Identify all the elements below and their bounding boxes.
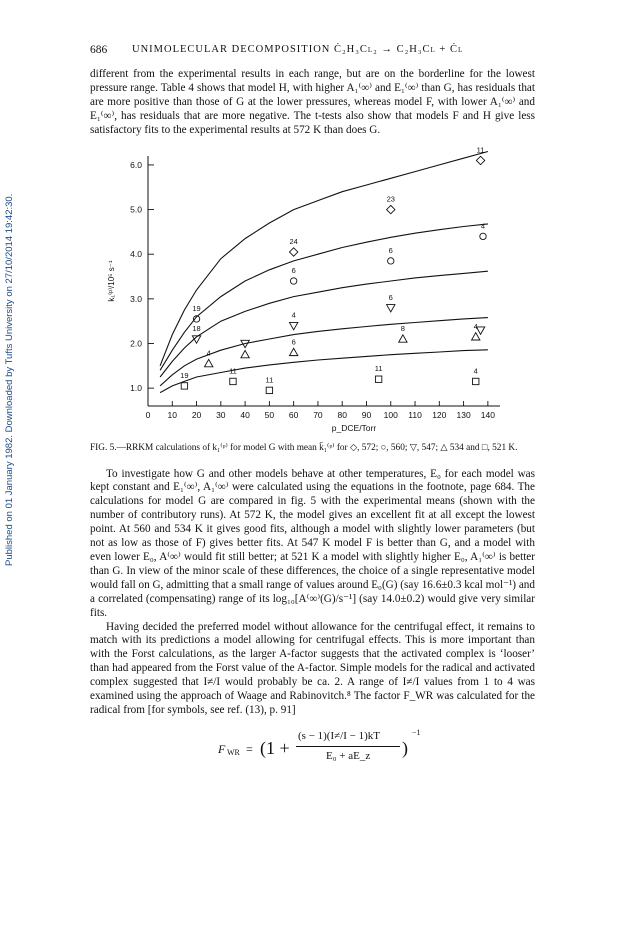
y-tick-label: 4.0 bbox=[130, 248, 142, 259]
x-tick-label: 40 bbox=[240, 409, 250, 420]
data-point bbox=[204, 359, 212, 366]
point-label: 18 bbox=[192, 323, 201, 333]
data-point bbox=[181, 382, 187, 388]
data-point bbox=[472, 332, 480, 339]
paragraph-intro: different from the experimental results in each range, but are on the borderline for the lowest pressure range. Table 4 shows that model H, with higher A₁⁽∞⁾ and E₁⁽∞⁾ than G, has residuals that are more positive than those of G at the lower pressures, whereas model F, with lower A₁⁽∞⁾ and E₁⁽∞⁾, has residuals that are more negative. The t-tests also show that models F and H give less satisfactory fits to the experimental results at 572 K than does G. bbox=[90, 68, 535, 136]
y-tick-label: 6.0 bbox=[130, 159, 142, 170]
x-tick-label: 70 bbox=[313, 409, 323, 420]
equation-fwr bbox=[90, 724, 535, 776]
series-line bbox=[160, 151, 488, 365]
data-point bbox=[289, 348, 297, 355]
y-tick-label: 2.0 bbox=[130, 338, 142, 349]
point-label: 11 bbox=[265, 374, 274, 384]
rrkm-chart bbox=[90, 144, 535, 440]
y-tick-label: 1.0 bbox=[130, 382, 142, 393]
data-point bbox=[480, 233, 486, 239]
data-point bbox=[387, 304, 395, 311]
point-label: 4 bbox=[206, 348, 211, 358]
data-point bbox=[476, 156, 484, 164]
data-point bbox=[387, 205, 395, 213]
formula-exponent: −1 bbox=[412, 727, 421, 737]
point-label: 6 bbox=[388, 245, 393, 255]
point-label: 4 bbox=[480, 220, 486, 230]
x-tick-label: 20 bbox=[191, 409, 202, 420]
data-point bbox=[230, 378, 236, 384]
x-axis-label: p_DCE/Torr bbox=[331, 422, 377, 433]
formula-open: (1 + bbox=[260, 737, 290, 758]
y-axis-label: k₁⁽ᵖ⁾/10⁵ s⁻¹ bbox=[107, 259, 116, 302]
point-label: 4 bbox=[473, 321, 478, 331]
x-tick-label: 120 bbox=[432, 409, 447, 420]
data-point bbox=[388, 257, 394, 263]
x-tick-label: 90 bbox=[361, 409, 372, 420]
y-tick-label: 3.0 bbox=[130, 293, 142, 304]
formula-denominator: E₀ + aE_z bbox=[326, 749, 371, 762]
formula-equals: = bbox=[246, 741, 253, 756]
point-label: 11 bbox=[374, 363, 383, 373]
point-label: 8 bbox=[400, 323, 405, 333]
data-point bbox=[375, 376, 381, 382]
data-point bbox=[399, 334, 407, 341]
data-point bbox=[473, 378, 479, 384]
figure-5 bbox=[90, 144, 535, 440]
x-tick-label: 50 bbox=[264, 409, 275, 420]
x-tick-label: 60 bbox=[288, 409, 299, 420]
figure-caption: FIG. 5.—RRKM calculations of k₁⁽ᵖ⁾ for model G with mean k̄₁⁽ᵖ⁾ for ◇, 572; ○, 560; ▽, 547; △ 534 and □, 521 K. bbox=[90, 442, 518, 453]
formula-numerator: (s − 1)(I≠/I − 1)kT bbox=[298, 729, 380, 742]
data-point bbox=[290, 277, 296, 283]
data-point bbox=[289, 247, 297, 255]
point-label: 11 bbox=[229, 365, 237, 375]
formula-lhs-subscript: WR bbox=[227, 747, 240, 757]
x-tick-label: 80 bbox=[337, 409, 347, 420]
point-label: 6 bbox=[291, 265, 296, 275]
formula-lhs: F bbox=[218, 741, 226, 756]
x-tick-label: 130 bbox=[456, 409, 471, 420]
point-label: 6 bbox=[291, 336, 296, 346]
x-tick-label: 100 bbox=[383, 409, 398, 420]
download-watermark: Published on 01 January 1982. Downloaded by Tufts University on 27/10/2014 19:42:30. bbox=[4, 193, 15, 567]
paragraph-centrifugal: Having decided the preferred model without allowance for the centrifugal effect, it remains to match with its predictions a model allowing for centrifugal effects. This is more important than with the Forst calculations, as the larger A-factor suggests that the activated complex is ‘looser’ than had appeared from the Forst value of the A-factor. Simple models for the radical and activated complex suggested that I≠/I would probably be ca. 2. A range of I≠/I values from 1 to 4 was examined using the approach of Waage and Rabinovitch.⁸ The factor F_WR was calculated for the radical from [for symbols, see ref. (13), p. 91] bbox=[90, 620, 535, 716]
point-label: 23 bbox=[386, 194, 395, 204]
x-tick-label: 10 bbox=[167, 409, 178, 420]
point-label: 4 bbox=[291, 310, 296, 320]
data-point bbox=[266, 387, 272, 393]
page-header bbox=[90, 44, 535, 66]
page-number: 686 bbox=[90, 44, 108, 56]
point-label: 19 bbox=[192, 303, 201, 313]
point-label: 4 bbox=[473, 365, 478, 375]
point-label: 11 bbox=[476, 144, 485, 154]
point-label: 6 bbox=[388, 292, 393, 302]
running-title: UNIMOLECULAR DECOMPOSITION Ċ₂H₃Cl₂ → C₂H₃Cl + Ċl bbox=[132, 44, 464, 55]
data-point bbox=[241, 350, 249, 357]
journal-page bbox=[90, 44, 535, 776]
y-tick-label: 5.0 bbox=[130, 204, 142, 215]
paragraph-temperatures: To investigate how G and other models behave at other temperatures, E₀ for each model was kept constant and E₁⁽∞⁾, A₁⁽∞⁾ were calculated using the equations in the footnote, page 684. The calculations for model G are compared in fig. 5 with the experimental means (shown with the number of contributory runs). At 572 K, the model gives an excellent fit at all except the lowest point. At 560 and 534 K it gives good fits, although a model with slightly lower parameters (but not as low as those of F) gives better fits. At 547 K model F is better than G, and a model with even lower E₀, A⁽∞⁾ would fit still better; at 521 K a model with slightly higher E₀, A₁⁽∞⁾ is better than G. In view of the minor scale of these differences, the choice of a single representative model would fall on G, admitting that a small range of values around E₀(G) (say 16.6±0.3 kcal mol⁻¹) and a correlated (compensating) range of its log₁₀[A⁽∞⁾(G)/s⁻¹] (say 14.0±0.2) would give very similar fits. bbox=[90, 467, 535, 619]
point-label: 19 bbox=[180, 370, 189, 380]
data-point bbox=[289, 322, 297, 329]
x-tick-label: 30 bbox=[216, 409, 226, 420]
x-tick-label: 110 bbox=[408, 409, 422, 420]
formula-close: ) bbox=[402, 737, 408, 758]
x-tick-label: 0 bbox=[145, 409, 151, 420]
point-label: 24 bbox=[289, 236, 298, 246]
fraction-bar bbox=[296, 746, 400, 747]
x-tick-label: 140 bbox=[480, 409, 495, 420]
